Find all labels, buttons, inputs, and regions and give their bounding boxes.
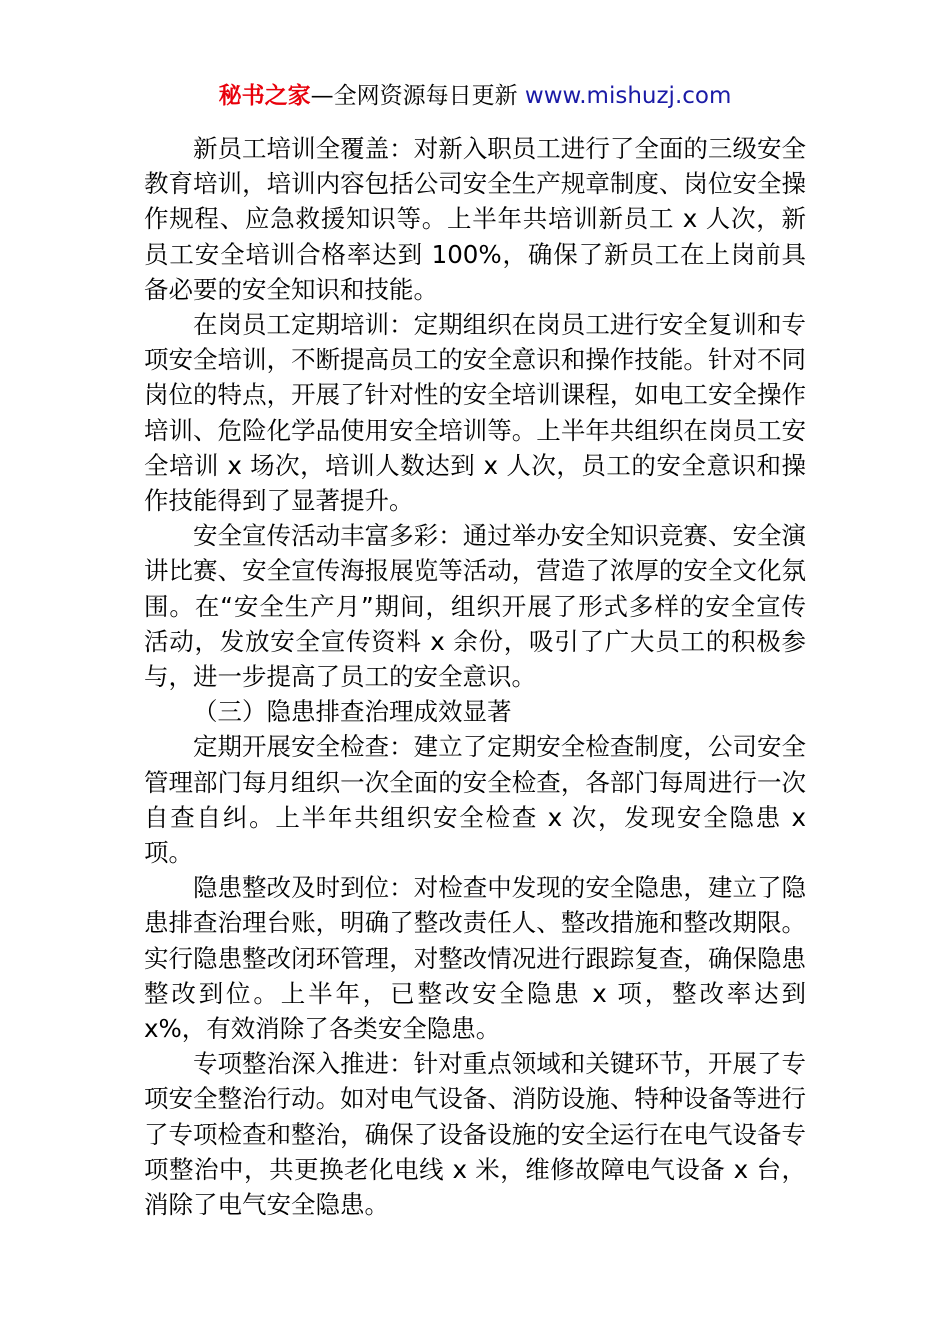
document-body	[144, 131, 806, 1222]
site-header	[0, 80, 950, 112]
paragraph-regular-inspection: 定期开展安全检查：建立了定期安全检查制度，公司安全管理部门每月组织一次全面的安全检查，各部门每周进行一次自查自纠。上半年共组织安全检查 x 次，发现安全隐患 x 项。	[144, 732, 806, 868]
paragraph-new-employee-training: 新员工培训全覆盖：对新入职员工进行了全面的三级安全教育培训，培训内容包括公司安全生产规章制度、岗位安全操作规程、应急救援知识等。上半年共培训新员工 x 人次，新员工安全培训合格率达到 100%，确保了新员工在上岗前具备必要的安全知识和技能。	[144, 134, 806, 304]
brand-name: 秘书之家	[218, 83, 311, 109]
paragraph-onduty-training: 在岗员工定期培训：定期组织在岗员工进行安全复训和专项安全培训，不断提高员工的安全意识和操作技能。针对不同岗位的特点，开展了针对性的安全培训课程，如电工安全操作培训、危险化学品使用安全培训等。上半年共组织在岗员工安全培训 x 场次，培训人数达到 x 人次，员工的安全意识和操作技能得到了显著提升。	[144, 310, 806, 516]
paragraph-safety-publicity: 安全宣传活动丰富多彩：通过举办安全知识竞赛、安全演讲比赛、安全宣传海报展览等活动，营造了浓厚的安全文化氛围。在“安全生产月”期间，组织开展了形式多样的安全宣传活动，发放安全宣传资料 x 余份，吸引了广大员工的积极参与，进一步提高了员工的安全意识。	[144, 521, 806, 692]
paragraph-special-rectification: 专项整治深入推进：针对重点领域和关键环节，开展了专项安全整治行动。如对电气设备、消防设施、特种设备等进行了专项检查和整治，确保了设备设施的安全运行在电气设备专项整治中，共更换老化电线 x 米，维修故障电气设备 x 台，消除了电气安全隐患。	[144, 1049, 806, 1220]
site-tagline: —全网资源每日更新	[310, 83, 525, 109]
paragraph-hazard-rectification: 隐患整改及时到位：对检查中发现的安全隐患，建立了隐患排查治理台账，明确了整改责任人、整改措施和整改期限。实行隐患整改闭环管理，对整改情况进行跟踪复查，确保隐患整改到位。上半年，已整改安全隐患 x 项，整改率达到 x%，有效消除了各类安全隐患。	[144, 873, 806, 1044]
site-url[interactable]: www.mishuzj.com	[524, 83, 732, 109]
section-heading: （三）隐患排查治理成效显著	[193, 697, 512, 727]
